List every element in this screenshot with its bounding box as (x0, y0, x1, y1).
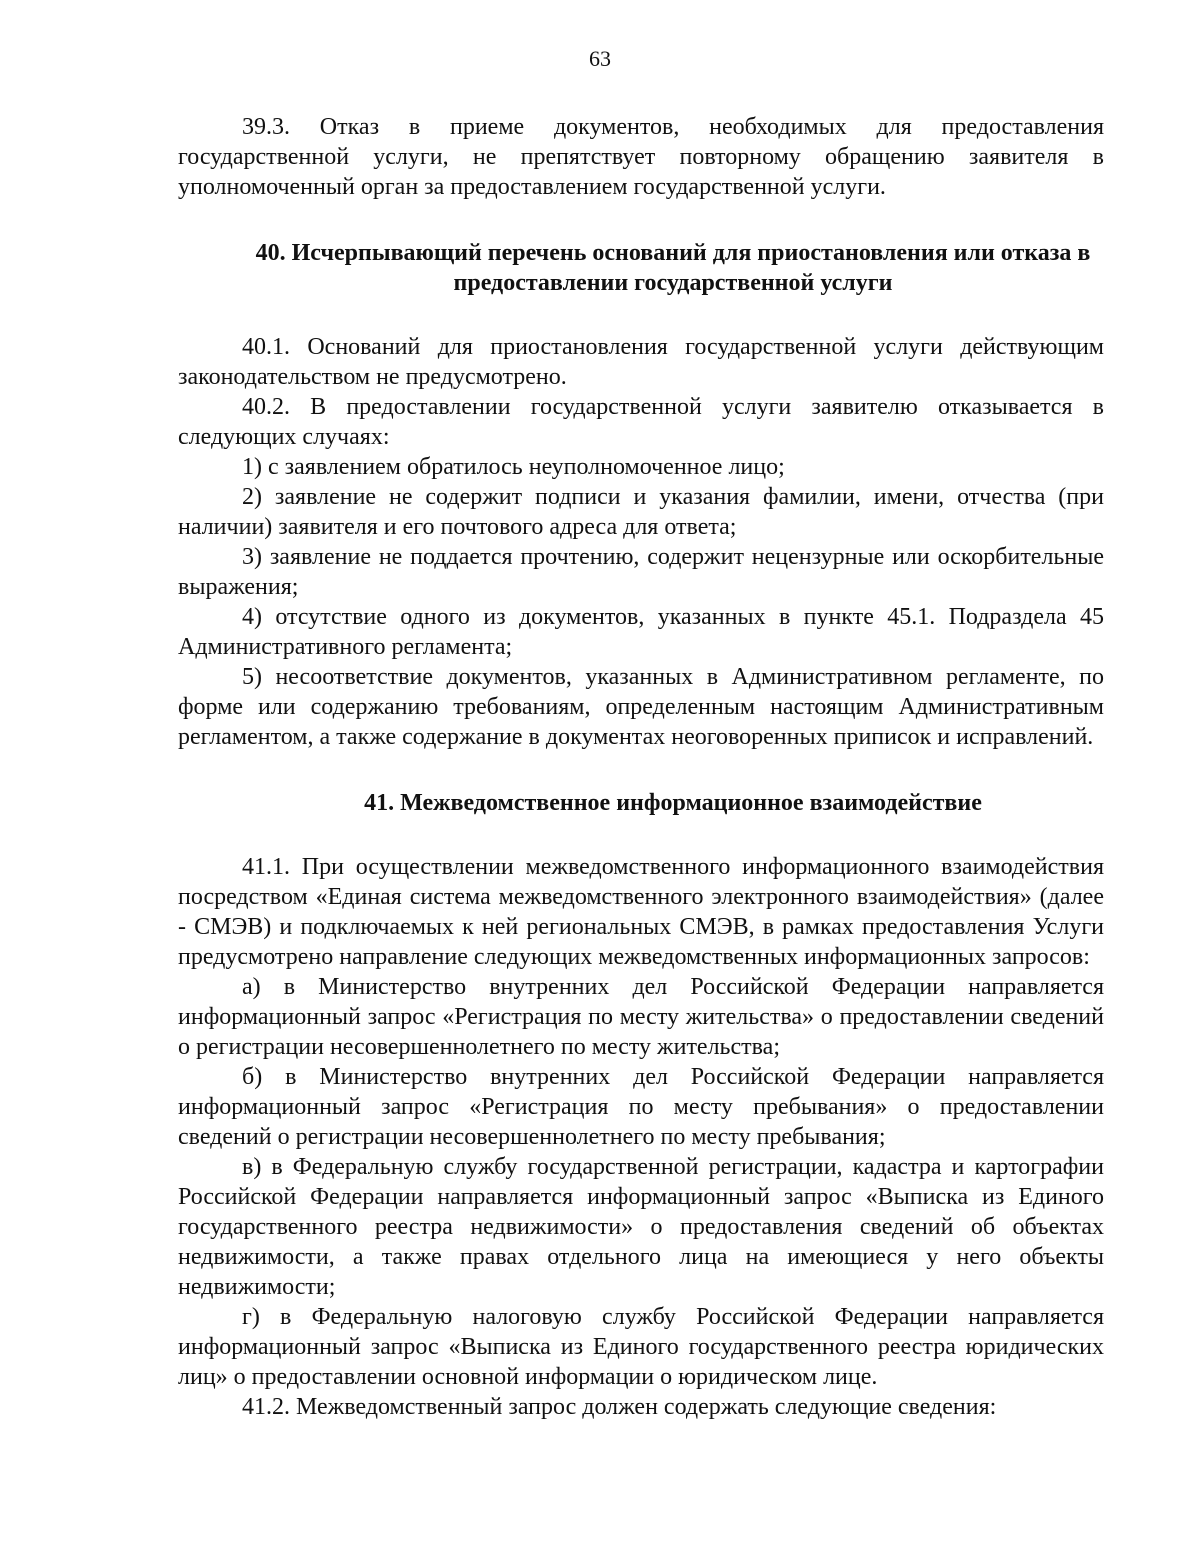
list-item-40-1: 1) с заявлением обратилось неуполномоченное лицо; (242, 454, 785, 480)
paragraph-40-2: 40.2. В предоставлении государственной услуги заявителю отказывается в следующих случаях: (178, 394, 1104, 450)
section-heading-41: 41. Межведомственное информационное взаимодействие (364, 790, 982, 816)
document-body (178, 112, 1104, 1422)
paragraph-41-1: 41.1. При осуществлении межведомственного информационного взаимодействия посредством «Единая система межведомственного электронного взаимодействия» (далее - СМЭВ) и подключаемых к ней региональных СМЭВ, в рамках предоставления Услуги предусмотрено направление следующих межведомственных информационных запросов: (178, 854, 1104, 970)
list-item-40-2: 2) заявление не содержит подписи и указания фамилии, имени, отчества (при наличии) заявителя и его почтового адреса для ответа; (178, 484, 1104, 540)
list-item-40-3: 3) заявление не поддается прочтению, содержит нецензурные или оскорбительные выражения; (178, 544, 1104, 600)
list-item-41-b: б) в Министерство внутренних дел Российской Федерации направляется информационный запрос «Регистрация по месту пребывания» о предоставлении сведений о регистрации несовершеннолетнего по месту пребывания; (178, 1064, 1104, 1150)
list-item-41-g: г) в Федеральную налоговую службу Российской Федерации направляется информационный запрос «Выписка из Единого государственного реестра юридических лиц» о предоставлении основной информации о юридическом лице. (178, 1304, 1104, 1390)
list-item-41-a: а) в Министерство внутренних дел Российской Федерации направляется информационный запрос «Регистрация по месту жительства» о предоставлении сведений о регистрации несовершеннолетнего по месту жительства; (178, 974, 1104, 1060)
paragraph-40-1: 40.1. Оснований для приостановления государственной услуги действующим законодательством не предусмотрено. (178, 334, 1104, 390)
list-item-41-v: в) в Федеральную службу государственной регистрации, кадастра и картографии Российской Федерации направляется информационный запрос «Выписка из Единого государственного реестра недвижимости» о предоставления сведений об объектах недвижимости, а также правах отдельного лица на имеющиеся у него объекты недвижимости; (178, 1154, 1104, 1300)
list-item-40-4: 4) отсутствие одного из документов, указанных в пункте 45.1. Подраздела 45 Административного регламента; (178, 604, 1104, 660)
list-item-40-5: 5) несоответствие документов, указанных в Административном регламенте, по форме или содержанию требованиям, определенным настоящим Административным регламентом, а также содержание в документах неоговоренных приписок и исправлений. (178, 664, 1104, 750)
paragraph-39-3: 39.3. Отказ в приеме документов, необходимых для предоставления государственной услуги, не препятствует повторному обращению заявителя в уполномоченный орган за предоставлением государственной услуги. (178, 114, 1104, 200)
page-number: 63 (589, 46, 611, 71)
paragraph-41-2: 41.2. Межведомственный запрос должен содержать следующие сведения: (242, 1394, 997, 1420)
section-heading-40: 40. Исчерпывающий перечень оснований для приостановления или отказа в предоставлении государственной услуги (255, 240, 1091, 296)
